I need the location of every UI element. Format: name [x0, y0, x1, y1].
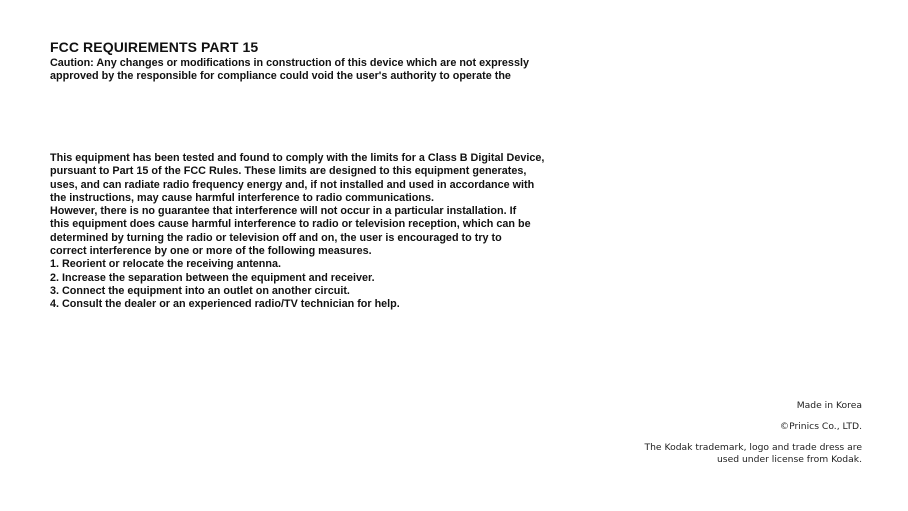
footer-notice [645, 400, 863, 466]
caution-line: Caution: Any changes or modifications in construction of this device which are not expressly [50, 57, 529, 69]
fcc-heading: FCC REQUIREMENTS PART 15 [50, 39, 259, 55]
statement-line: This equipment has been tested and found to comply with the limits for a Class B Digital Device, [50, 152, 545, 164]
caution-paragraph [50, 57, 529, 83]
statement-line: determined by turning the radio or television off and on, the user is encouraged to try to [50, 231, 502, 244]
statement-line: However, there is no guarantee that interference will not occur in a particular installation. If [50, 205, 517, 218]
measure-item: 1. Reorient or relocate the receiving antenna. [50, 258, 282, 271]
trademark-line: used under license from Kodak. [716, 454, 862, 465]
statement-line: pursuant to Part 15 of the FCC Rules. These limits are designed to this equipment generates, [50, 165, 527, 178]
measure-item: 4. Consult the dealer or an experienced radio/TV technician for help. [50, 298, 400, 311]
made-in-text: Made in Korea [796, 400, 862, 411]
statement-line: this equipment does cause harmful interference to radio or television reception, which can be [50, 218, 531, 231]
measure-item: 3. Connect the equipment into an outlet on another circuit. [50, 284, 350, 297]
trademark-line: The Kodak trademark, logo and trade dress are [644, 442, 862, 453]
measure-item: 2. Increase the separation between the equipment and receiver. [50, 271, 375, 284]
statement-line: uses, and can radiate radio frequency energy and, if not installed and used in accordance with [50, 178, 535, 191]
statement-line: correct interference by one or more of the following measures. [50, 245, 372, 258]
compliance-statement [50, 152, 544, 312]
statement-line: the instructions, may cause harmful interference to radio communications. [50, 191, 434, 204]
trademark-notice [645, 442, 863, 466]
caution-line: approved by the responsible for compliance could void the user's authority to operate the [50, 70, 511, 82]
copyright-text: ©Prinics Co., LTD. [779, 421, 862, 432]
